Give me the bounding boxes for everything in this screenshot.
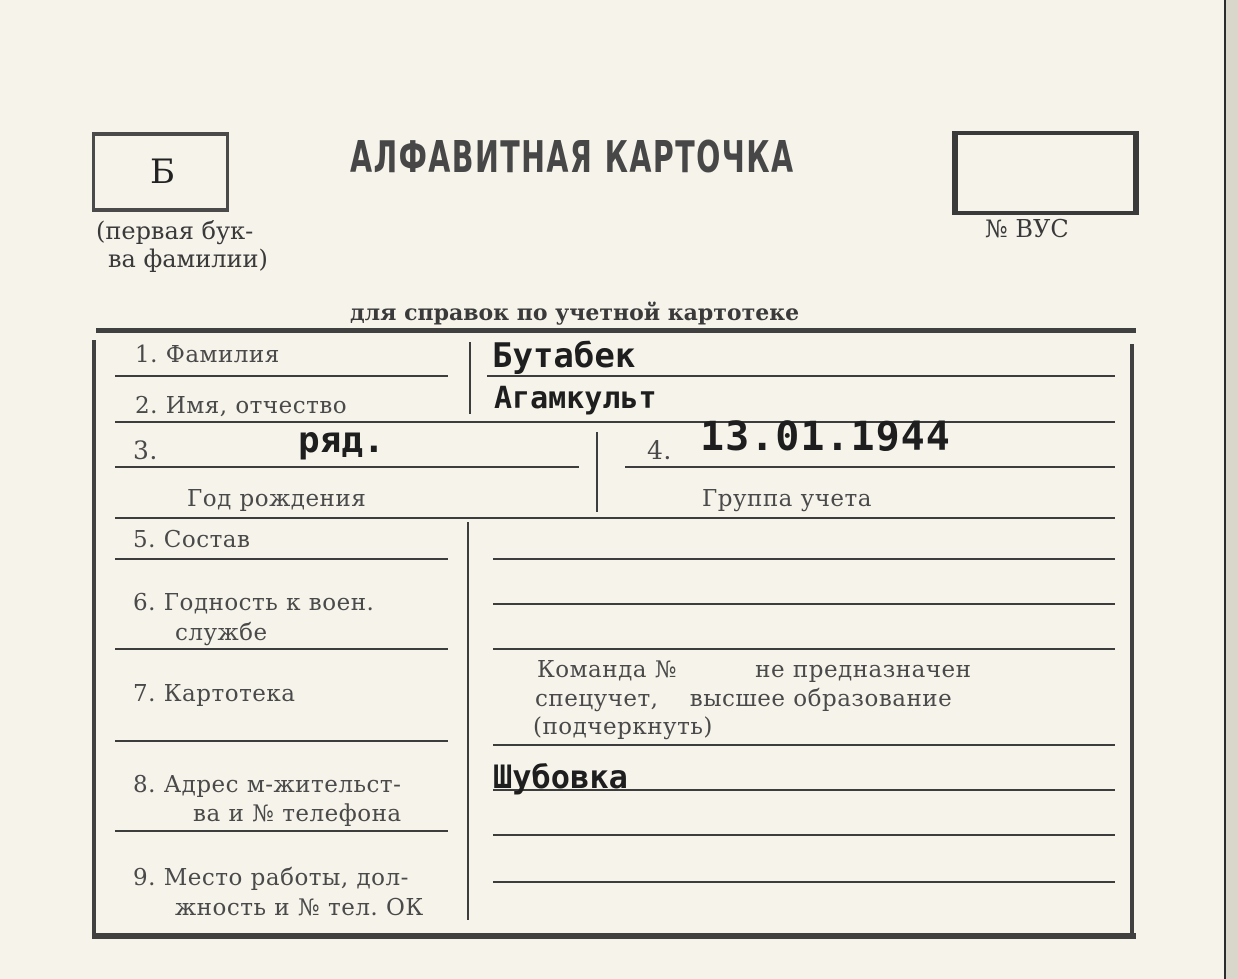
rule-6-left: [115, 648, 448, 650]
field-3-number: 3.: [133, 436, 158, 465]
rule-7-right: [493, 648, 1115, 650]
typed-name: Агамкульт: [494, 381, 657, 416]
rule-11-right: [493, 881, 1115, 883]
field-workplace-label-2: жность и № тел. ОК: [175, 895, 424, 921]
rule-left-1: [115, 375, 448, 377]
rule-7-left: [115, 740, 448, 742]
form-bottom-border: [92, 933, 1136, 939]
form-left-border: [92, 340, 96, 936]
rule-8-right: [493, 744, 1115, 746]
divider-lower: [467, 522, 469, 920]
typed-rank: ряд.: [298, 420, 385, 461]
typed-birth-date: 13.01.1944: [700, 414, 951, 460]
field-name-label: 2. Имя, отчество: [135, 393, 348, 419]
vus-caption: № ВУС: [985, 215, 1069, 243]
birth-year-label: Год рождения: [187, 486, 367, 512]
field-address-label-1: 8. Адрес м-жительст-: [133, 772, 402, 798]
card-right-edge: [1224, 0, 1238, 979]
field-registry-label: 7. Картотека: [133, 681, 296, 707]
typed-surname: Бутабек: [492, 336, 636, 376]
field-composition-label: 5. Состав: [133, 527, 251, 553]
form-right-border: [1130, 344, 1134, 936]
letter-caption-line-2: ва фамилии): [108, 245, 268, 273]
field-address-label-2: ва и № телефона: [193, 801, 402, 827]
field-workplace-label-1: 9. Место работы, дол-: [133, 865, 409, 891]
rule-3-left: [115, 466, 579, 468]
card-subtitle: для справок по учетной картотеке: [350, 300, 800, 326]
rule-10-right: [493, 834, 1115, 836]
field-fitness-label-1: 6. Годность к воен.: [133, 590, 375, 616]
command-label-line-3: (подчеркнуть): [533, 714, 713, 740]
surname-first-letter: Б: [150, 152, 175, 192]
rule-6-right: [493, 603, 1115, 605]
rule-8-left: [115, 830, 448, 832]
field-4-number: 4.: [647, 436, 672, 465]
form-top-border: [96, 328, 1136, 333]
typed-address: Шубовка: [493, 758, 628, 796]
command-label-line-2: спецучет, высшее образование: [535, 686, 953, 712]
divider-middle: [596, 432, 598, 512]
rule-3-right: [625, 466, 1115, 468]
command-label-line-1: Команда № не предназначен: [537, 657, 972, 683]
rule-2: [115, 421, 1115, 423]
field-fitness-label-2: службе: [175, 620, 268, 646]
vus-box: [952, 131, 1139, 215]
field-surname-label: 1. Фамилия: [135, 342, 280, 368]
letter-caption-line-1: (первая бук-: [96, 217, 254, 245]
rule-5-right: [493, 558, 1115, 560]
card-title: АЛФАВИТНАЯ КАРТОЧКА: [350, 132, 795, 183]
rule-5-left: [115, 558, 448, 560]
rule-4: [115, 517, 1115, 519]
account-group-label: Группа учета: [702, 486, 872, 512]
divider-upper: [469, 342, 471, 414]
